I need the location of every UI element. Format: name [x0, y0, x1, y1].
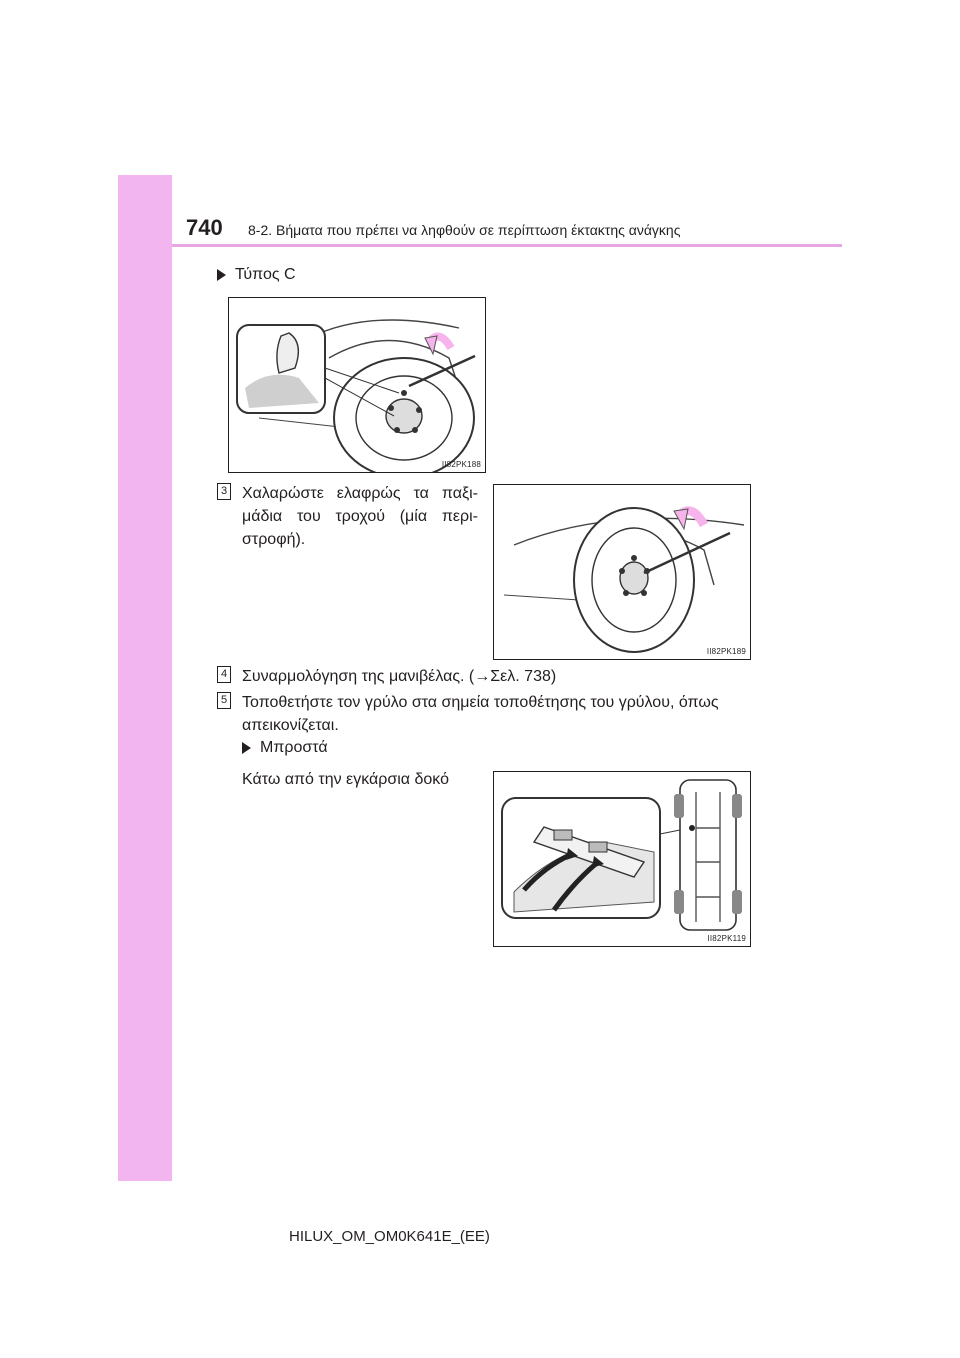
step-3-line-3: στροφή).	[242, 531, 306, 548]
loosen-nuts-illustration	[494, 485, 750, 659]
front-description: Κάτω από την εγκάρσια δοκό	[242, 771, 449, 788]
step-number-4: 4	[217, 666, 231, 683]
jack-point-illustration	[494, 772, 750, 946]
step-number-3: 3	[217, 483, 231, 500]
front-label: Μπροστά	[260, 739, 328, 756]
wheel-nut-wrench-illustration	[229, 298, 485, 472]
figure-jack-point-front	[493, 771, 751, 947]
type-c-heading	[217, 266, 296, 284]
step-5-line-2: απεικονίζεται.	[242, 717, 339, 734]
step-number-5: 5	[217, 692, 231, 709]
figure-code: II82PK188	[441, 460, 481, 469]
type-c-label: Τύπος C	[235, 266, 296, 283]
step-3-line-1: Χαλαρώστε ελαφρώς τα παξι-	[242, 485, 478, 502]
figure-type-c-wheel	[228, 297, 486, 473]
triangle-bullet-icon	[242, 742, 251, 754]
step-4-text: Συναρμολόγηση της μανιβέλας. (→Σελ. 738)	[242, 668, 557, 685]
section-title: 8-2. Βήματα που πρέπει να ληφθούν σε περίπτωση έκτακτης ανάγκης	[248, 222, 681, 238]
triangle-bullet-icon	[217, 269, 226, 281]
figure-code: II82PK119	[707, 934, 746, 943]
chapter-sidebar-tab	[118, 175, 172, 1181]
front-heading	[242, 739, 328, 757]
step-5-line-1: Τοποθετήστε τον γρύλο στα σημεία τοποθέτησης του γρύλου, όπως	[242, 694, 719, 711]
header-divider	[172, 244, 842, 247]
footer-document-code: HILUX_OM_OM0K641E_(EE)	[289, 1228, 490, 1245]
figure-code: II82PK189	[706, 647, 746, 656]
figure-loosen-wheel-nuts	[493, 484, 751, 660]
page-number: 740	[186, 215, 223, 240]
step-3-line-2: μάδια του τροχού (μία περι-	[242, 508, 478, 525]
